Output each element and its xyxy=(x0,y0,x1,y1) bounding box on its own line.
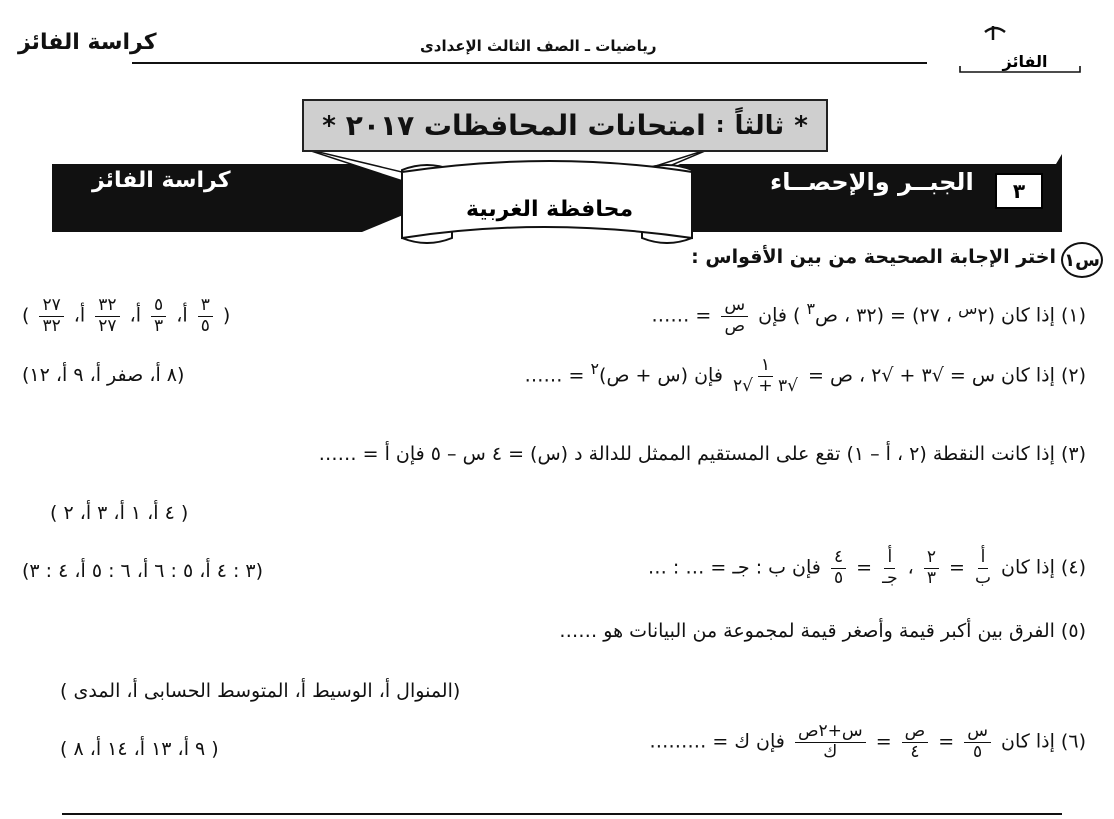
header-divider xyxy=(132,62,927,64)
section-title: امتحانات المحافظات ٢٠١٧ xyxy=(345,109,706,142)
item-6-stem: (٦) إذا كان $\frac{\text{س}}{٥}$ = $\frac{\text{ص}}{٤}$ = $\frac{\text{س+٢ص}}{\text{ك}}$ فإن ك = ……… xyxy=(649,721,1086,762)
chapter-number: ٣ xyxy=(995,173,1043,209)
item-1-choices: ( $\frac{٣}{٥}$ أ، $\frac{٥}{٣}$ أ، $\frac{٣٢}{٢٧}$ أ، $\frac{٢٧}{٣٢}$ ) xyxy=(22,295,231,336)
item-2-stem: (٢) إذا كان س = √٣ + √٢ ، ص = $\frac{١}{√٣ + √٢}$ فإن (س + ص)$^٢$ = …… xyxy=(524,355,1086,396)
star-icon: * xyxy=(322,110,336,141)
item-2-choices: (٨ أ، صفر أ، ٩ أ، ١٢) xyxy=(22,364,185,386)
item-1-stem: (١) إذا كان ($٢^س$ ، ٢٧) = (٣٢ ، ص$^٣$ ) فإن $\frac{\text{س}}{\text{ص}}$ = …… xyxy=(651,295,1086,336)
item-4-choices: (٣ : ٤ أ، ٥ : ٦ أ، ٦ : ٥ أ، ٤ : ٣) xyxy=(22,560,264,582)
fraction: $\frac{١}{√٣ + √٢}$ xyxy=(732,355,798,396)
fraction: $\frac{\text{س}}{\text{ص}}$ xyxy=(721,296,748,336)
star-icon: * xyxy=(794,110,808,141)
ribbon-book-label: كراسة الفائز xyxy=(92,168,231,193)
section-colon: : xyxy=(715,113,725,138)
governorate-label: محافظة الغربية xyxy=(466,197,634,222)
item-6-choices: ( ٩ أ، ١٣ أ، ١٤ أ، ٨ ) xyxy=(60,738,219,760)
item-4-stem: (٤) إذا كان $\frac{\text{أ}}{\text{ب}}$ = $\frac{٢}{٣}$ ، $\frac{\text{أ}}{\text{جـ}}$ = $\frac{٤}{٥}$ فإن ب : جـ = … : … xyxy=(647,547,1086,588)
publisher-logo xyxy=(955,20,1085,80)
subject-line: رياضيات ـ الصف الثالث الإعدادى xyxy=(420,37,657,55)
item-3-choices: ( ٤ أ، ١ أ، ٣ أ، ٢ ) xyxy=(50,502,189,524)
book-title: كراسة الفائز xyxy=(18,30,157,55)
question-instruction: اختر الإجابة الصحيحة من بين الأقواس : xyxy=(691,246,1056,268)
item-3-stem: (٣) إذا كانت النقطة (٢ ، أ – ١) تقع على المستقيم الممثل للدالة د (س) = ٤ س – ٥ فإن أ = …… xyxy=(318,443,1086,465)
item-5-choices: (المنوال أ، الوسيط أ، المتوسط الحسابى أ، المدى ) xyxy=(60,680,461,702)
question-number-badge: س١ xyxy=(1061,242,1103,278)
logo-text: الفائز xyxy=(1002,52,1048,71)
item-5-stem: (٥) الفرق بين أكبر قيمة وأصغر قيمة لمجموعة من البيانات هو …… xyxy=(559,620,1086,642)
section-banner xyxy=(302,99,828,152)
section-number-label: ثالثاً xyxy=(734,110,785,141)
footer-divider xyxy=(62,813,1062,815)
chapter-title: الجبــر والإحصــاء xyxy=(770,168,974,196)
